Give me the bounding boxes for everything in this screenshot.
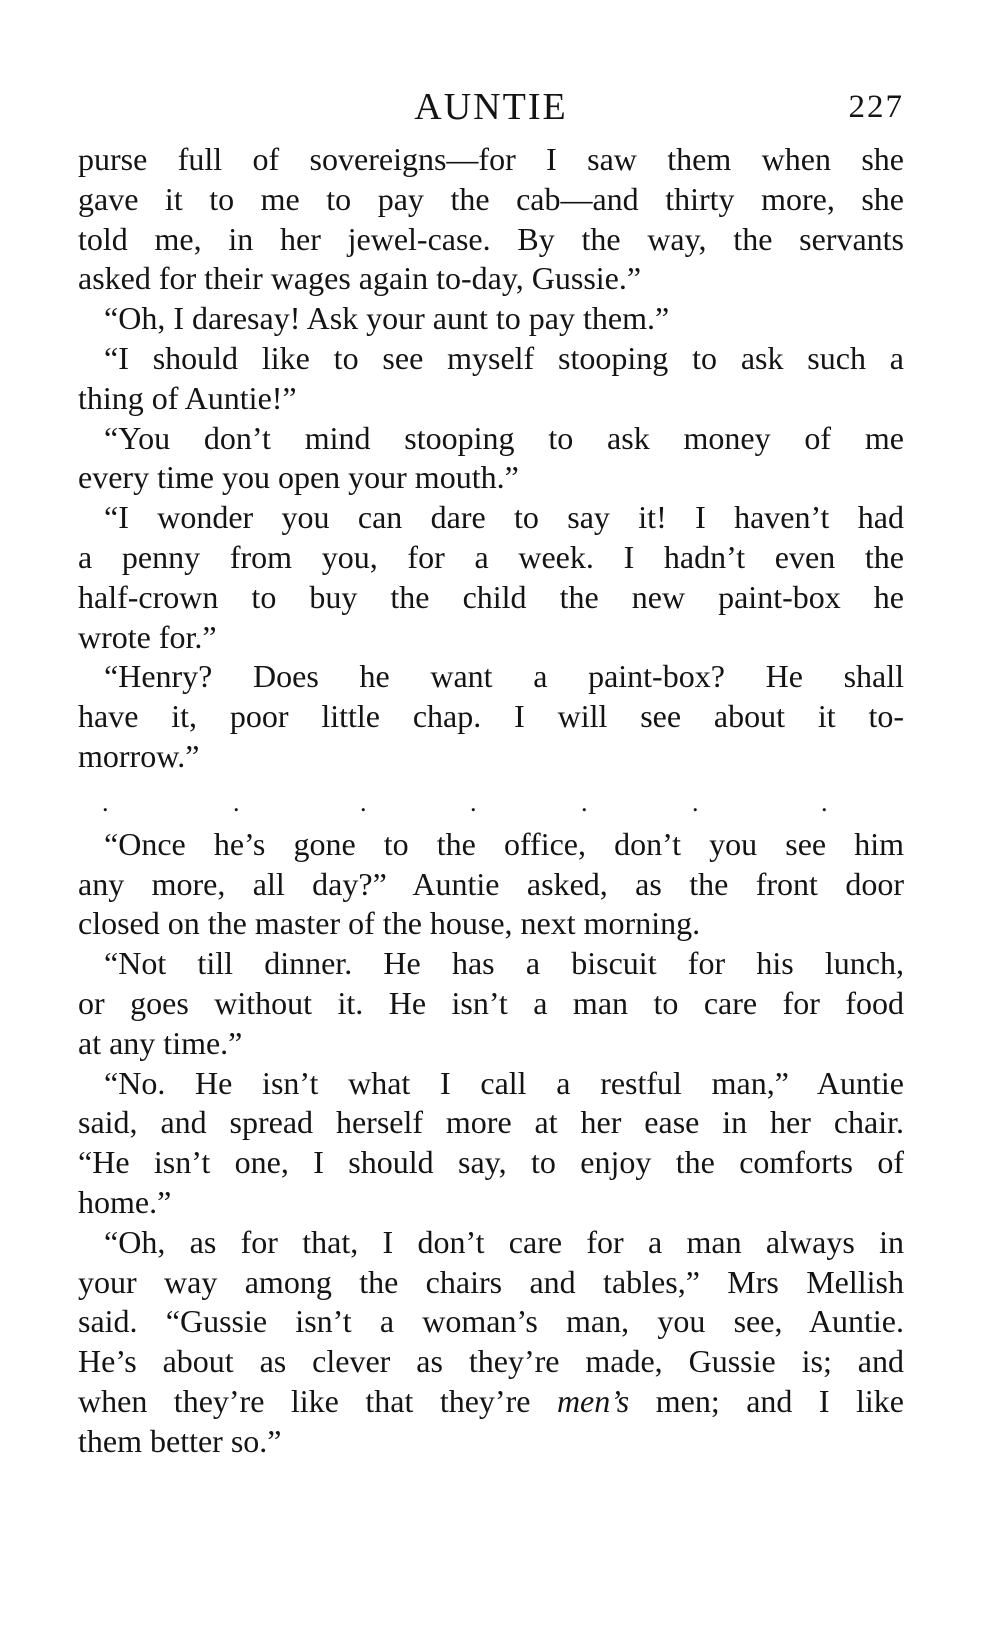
text-line: “Oh, as for that, I don’t care for a man always in: [104, 1223, 904, 1260]
text-line: said. “Gussie isn’t a woman’s man, you see, Auntie.: [78, 1303, 904, 1340]
text-line: gave it to me to pay the cab—and thirty more, she: [78, 180, 904, 217]
section-break-dot: .: [581, 787, 588, 817]
text-line: your way among the chairs and tables,” Mrs Mellish: [78, 1263, 904, 1300]
text-line: or goes without it. He isn’t a man to care for food: [78, 984, 904, 1021]
text-line: said, and spread herself more at her ease in her chair.: [78, 1104, 904, 1141]
paragraph: [78, 140, 904, 299]
text-line: told me, in her jewel-case. By the way, the servants: [78, 220, 904, 257]
text-line: them better so.”: [78, 1422, 282, 1459]
section-break-dot: .: [233, 787, 240, 817]
text-line: “He isn’t one, I should say, to enjoy the comforts of: [78, 1144, 904, 1181]
text-line: “You don’t mind stooping to ask money of me: [104, 419, 904, 456]
paragraph: [78, 1064, 904, 1223]
section-break-dot: .: [470, 787, 477, 817]
running-title: AUNTIE: [414, 86, 568, 128]
text-line: have it, poor little chap. I will see about it to-: [78, 698, 904, 735]
paragraph: [78, 1223, 904, 1462]
section-break-dot: .: [102, 787, 109, 817]
text-fragment: men; and I like: [629, 1382, 905, 1419]
paragraph: [78, 419, 904, 499]
text-line: closed on the master of the house, next morning.: [78, 905, 701, 942]
paragraph: [78, 944, 904, 1063]
paragraph: [78, 498, 904, 657]
text-line: “No. He isn’t what I call a restful man,” Auntie: [104, 1064, 904, 1101]
text-line: at any time.”: [78, 1024, 243, 1061]
paragraph: [78, 339, 904, 419]
text-fragment: when they’re like that they’re: [78, 1382, 557, 1419]
text-line: half-crown to buy the child the new paint-box he: [78, 578, 904, 615]
book-page: [78, 82, 904, 1462]
text-line: He’s about as clever as they’re made, Gussie is; and: [78, 1343, 904, 1380]
text-line: “Not till dinner. He has a biscuit for his lunch,: [104, 945, 904, 982]
body-text: [78, 140, 904, 1462]
text-line: thing of Auntie!”: [78, 379, 297, 416]
text-line: “I should like to see myself stooping to ask such a: [104, 339, 904, 376]
text-line: “Oh, I daresay! Ask your aunt to pay them.”: [104, 300, 670, 337]
paragraph: [78, 825, 904, 944]
text-line: wrote for.”: [78, 618, 217, 655]
section-break-dot: .: [360, 787, 367, 817]
text-line: home.”: [78, 1183, 172, 1220]
text-line: a penny from you, for a week. I hadn’t even the: [78, 538, 904, 575]
section-break: [78, 783, 904, 823]
paragraph: [78, 657, 904, 776]
text-line: “I wonder you can dare to say it! I haven’t had: [104, 499, 904, 536]
text-line: any more, all day?” Auntie asked, as the front door: [78, 865, 904, 902]
text-line: morrow.”: [78, 737, 200, 774]
text-line: every time you open your mouth.”: [78, 459, 519, 496]
paragraph: [78, 299, 904, 339]
emphasized-word: men’s: [556, 1382, 630, 1419]
section-break-dot: .: [692, 787, 699, 817]
text-line-with-emphasis: [78, 1382, 904, 1422]
section-break-dot: .: [821, 787, 828, 817]
page-number: 227: [848, 89, 904, 125]
text-line: “Henry? Does he want a paint-box? He shall: [104, 658, 904, 695]
page-header: [78, 82, 904, 140]
text-line: asked for their wages again to-day, Gussie.”: [78, 260, 642, 297]
text-line: purse full of sovereigns—for I saw them when she: [78, 141, 904, 177]
text-line: “Once he’s gone to the office, don’t you see him: [104, 825, 904, 862]
